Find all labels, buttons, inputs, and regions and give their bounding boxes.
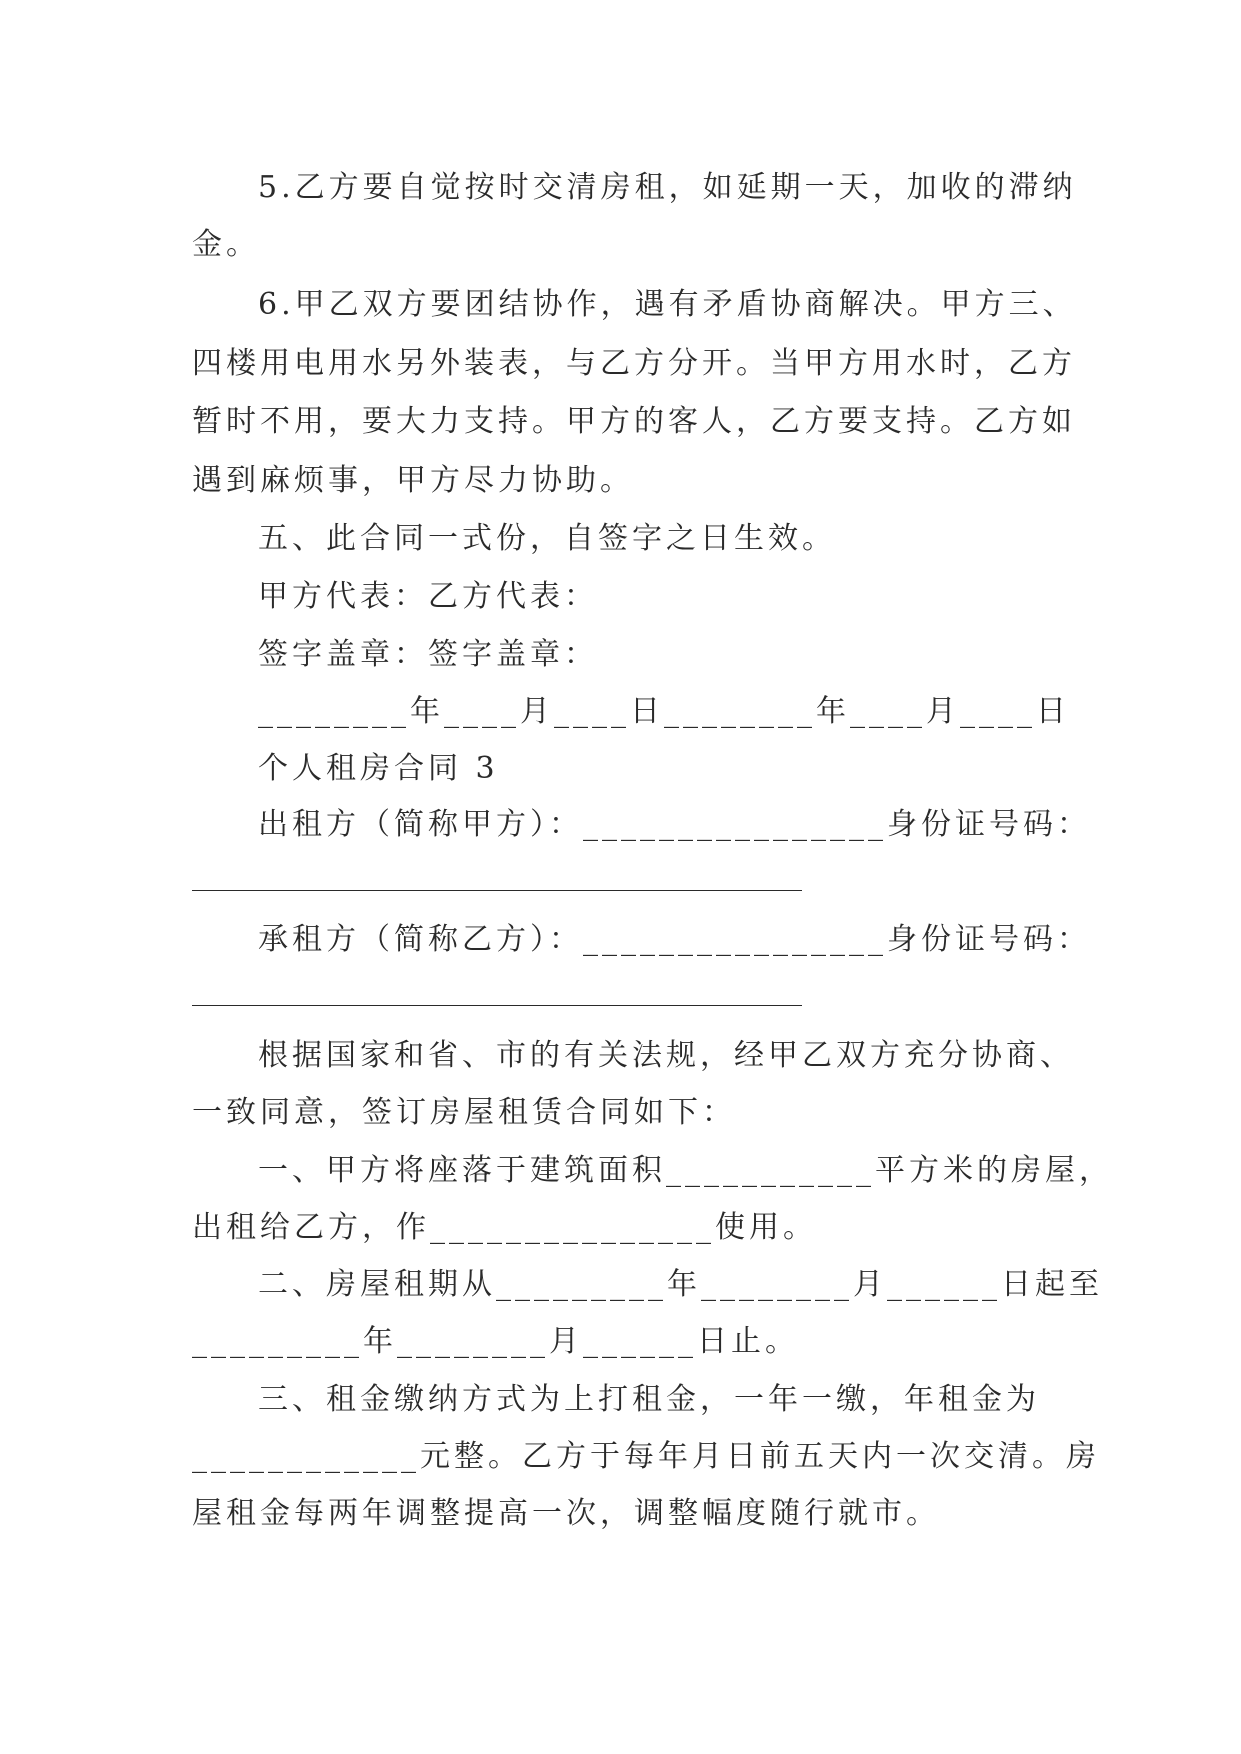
clause-5-line-2: 金。 (192, 227, 260, 262)
clause-6-line-2: 四楼用电用水另外装表，与乙方分开。当甲方用水时，乙方 (192, 346, 1076, 381)
clause-6-line-1: 6.甲乙双方要团结协作，遇有矛盾协商解决。甲方三、 (258, 287, 1077, 322)
article-3-line-1: 三、租金缴纳方式为上打租金，一年一缴，年租金为 (258, 1382, 1040, 1417)
lessor-id-blank (192, 890, 802, 891)
article-2-line-1: 二、房屋租期从_________年________月______日起至 (258, 1267, 1103, 1302)
signature-seal-line: 签字盖章：签字盖章： (258, 637, 598, 672)
lessee-id-blank (192, 1005, 802, 1006)
article-1-line-1: 一、甲方将座落于建筑面积___________平方米的房屋， (258, 1153, 1113, 1188)
date-blanks-line: ________年____月____日________年____月____日 (258, 694, 1070, 729)
contract-3-title: 个人租房合同 3 (258, 751, 499, 786)
article-3-line-2: ____________元整。乙方于每年月日前五天内一次交清。房 (192, 1439, 1100, 1474)
article-2-line-2: _________年________月______日止。 (192, 1324, 799, 1359)
article-3-line-3: 屋租金每两年调整提高一次，调整幅度随行就市。 (192, 1496, 940, 1531)
representatives-line: 甲方代表：乙方代表： (258, 579, 598, 614)
lessor-line: 出租方（简称甲方）：________________身份证号码： (258, 807, 1091, 842)
preamble-line-1: 根据国家和省、市的有关法规，经甲乙双方充分协商、 (258, 1038, 1074, 1073)
lessee-line: 承租方（简称乙方）：________________身份证号码： (258, 922, 1091, 957)
article-1-line-2: 出租给乙方，作_______________使用。 (192, 1210, 817, 1245)
clause-five-effective: 五、此合同一式份，自签字之日生效。 (258, 521, 836, 556)
preamble-line-2: 一致同意，签订房屋租赁合同如下： (192, 1095, 736, 1130)
clause-5-line-1: 5.乙方要自觉按时交清房租，如延期一天，加收的滞纳 (258, 170, 1077, 205)
clause-6-line-3: 暂时不用，要大力支持。甲方的客人，乙方要支持。乙方如 (192, 404, 1076, 439)
clause-6-line-4: 遇到麻烦事，甲方尽力协助。 (192, 463, 634, 498)
